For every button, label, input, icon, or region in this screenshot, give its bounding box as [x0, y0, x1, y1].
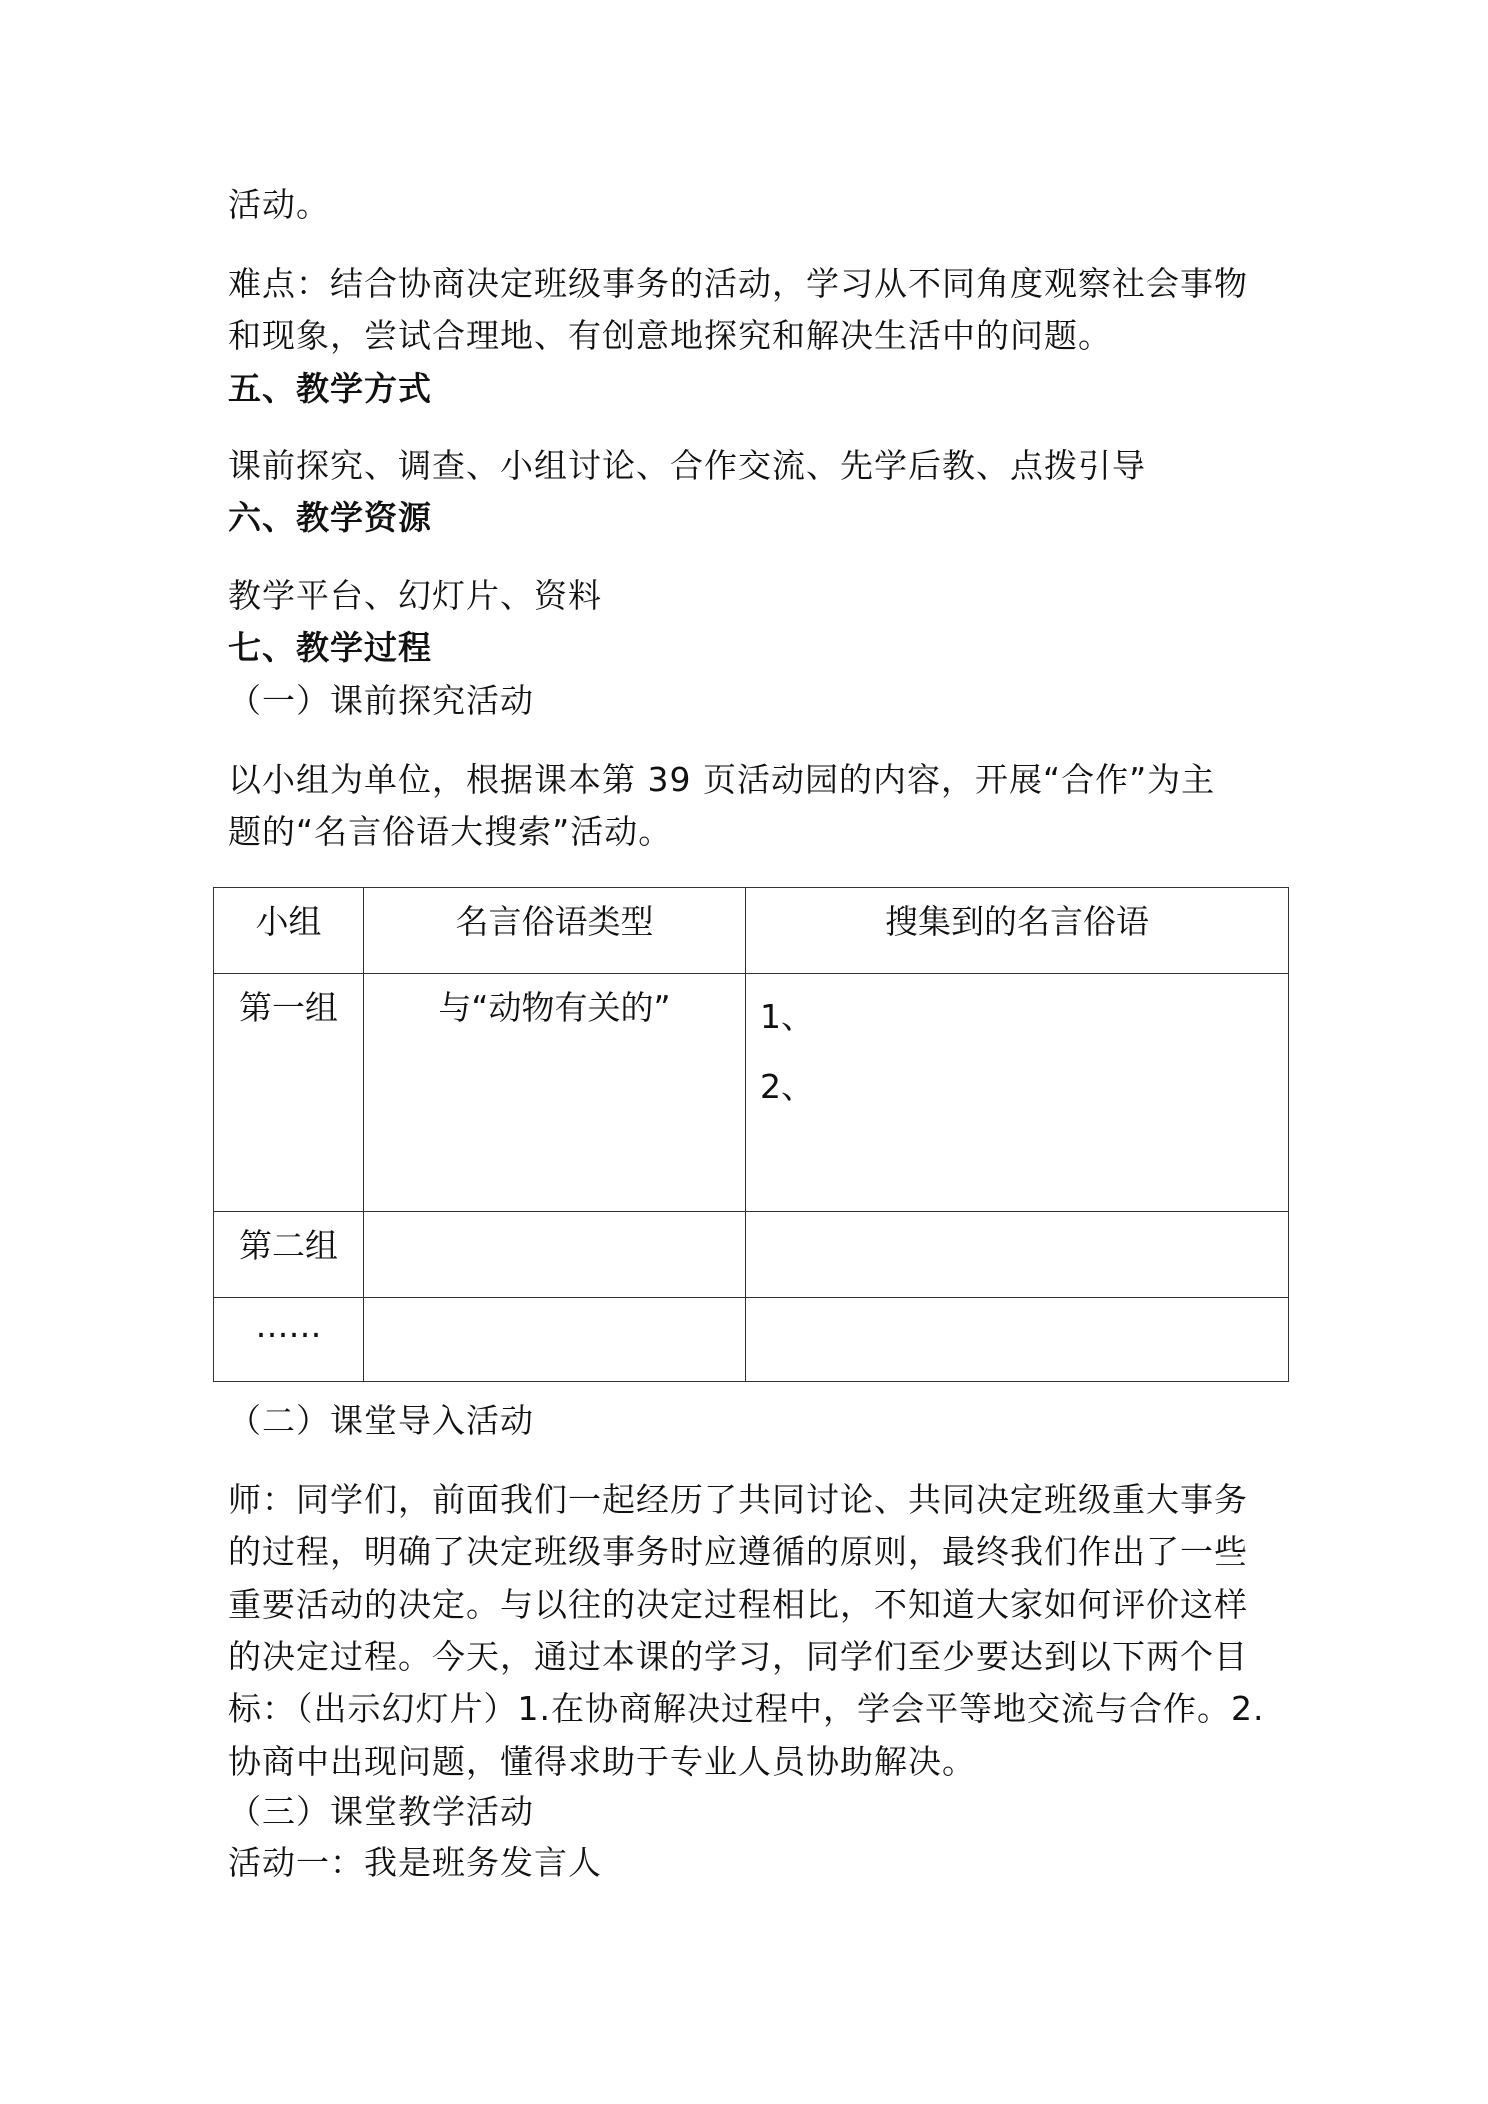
table-header: 小组 [214, 888, 364, 974]
section-heading: 五、教学方式 [228, 369, 432, 408]
list-item: 1、 [760, 997, 814, 1036]
group-cell: 第一组 [214, 974, 364, 1212]
text-line: 活动一：我是班务发言人 [228, 1843, 602, 1882]
section-heading: 七、教学过程 [228, 628, 432, 667]
type-cell: 与“动物有关的” [364, 974, 746, 1212]
text-line: 协商中出现问题，懂得求助于专业人员协助解决。 [228, 1742, 976, 1781]
table-row [214, 1212, 1289, 1298]
group-cell: 第二组 [214, 1212, 364, 1298]
text-line: 标：（出示幻灯片）1.在协商解决过程中，学会平等地交流与合作。2. [228, 1689, 1265, 1728]
text-line: 师：同学们，前面我们一起经历了共同讨论、共同决定班级重大事务 [228, 1480, 1248, 1519]
subsection-heading: （二）课堂导入活动 [228, 1401, 534, 1440]
type-cell [364, 1212, 746, 1298]
list-item: 2、 [760, 1067, 814, 1106]
items-cell [746, 974, 1289, 1212]
items-cell [746, 1298, 1289, 1382]
table-row [214, 974, 1289, 1212]
table-header: 名言俗语类型 [364, 888, 746, 974]
proverb-collection-table [213, 887, 1289, 1382]
text-line: 教学平台、幻灯片、资料 [228, 576, 602, 615]
text-line: 的决定过程。今天，通过本课的学习，同学们至少要达到以下两个目 [228, 1637, 1248, 1676]
text-line: 以小组为单位，根据课本第 39 页活动园的内容，开展“合作”为主 [228, 760, 1216, 799]
text-line: 课前探究、调查、小组讨论、合作交流、先学后教、点拨引导 [228, 446, 1146, 485]
items-cell [746, 1212, 1289, 1298]
subsection-heading: （一）课前探究活动 [228, 681, 534, 720]
subsection-heading: （三）课堂教学活动 [228, 1792, 534, 1831]
type-cell [364, 1298, 746, 1382]
section-heading: 六、教学资源 [228, 498, 432, 537]
table-row [214, 1298, 1289, 1382]
text-line: 难点：结合协商决定班级事务的活动，学习从不同角度观察社会事物 [228, 264, 1248, 303]
text-line: 重要活动的决定。与以往的决定过程相比，不知道大家如何评价这样 [228, 1585, 1248, 1624]
group-cell: …… [214, 1298, 364, 1382]
text-line: 的过程，明确了决定班级事务时应遵循的原则，最终我们作出了一些 [228, 1532, 1248, 1571]
table-header: 搜集到的名言俗语 [746, 888, 1289, 974]
table-header-row [214, 888, 1289, 974]
text-line: 活动。 [228, 185, 330, 224]
text-line: 题的“名言俗语大搜索”活动。 [228, 812, 673, 851]
text-line: 和现象，尝试合理地、有创意地探究和解决生活中的问题。 [228, 316, 1112, 355]
